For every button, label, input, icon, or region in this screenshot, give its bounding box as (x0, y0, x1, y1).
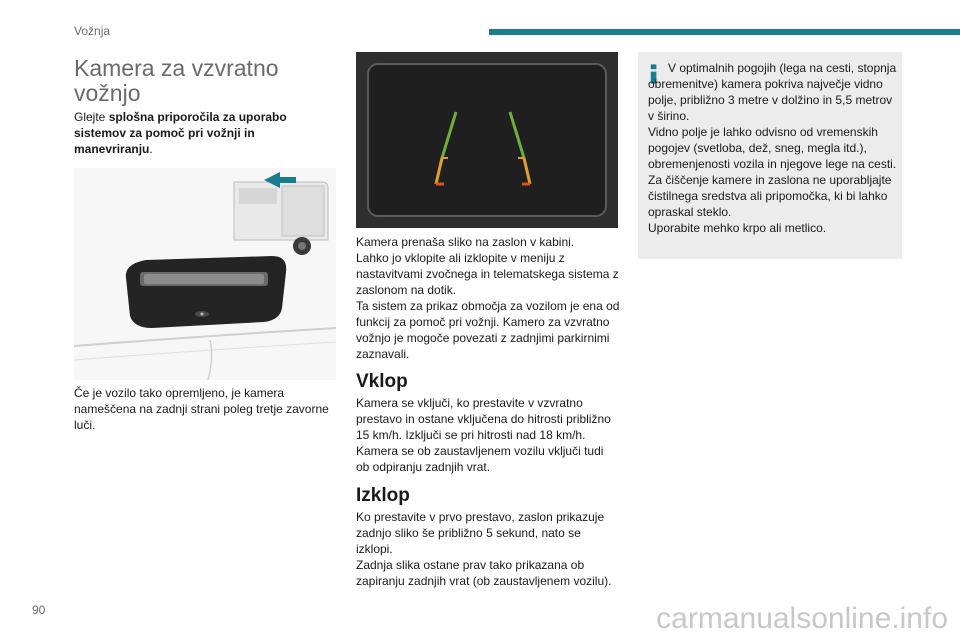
izklop-line-1: Ko prestavite v prvo prestavo, zaslon prikazuje zadnjo sliko še približno 5 sekund, nato se izklopi. (356, 510, 605, 556)
camera-intro-line-1: Kamera prenaša sliko na zaslon v kabini. (356, 235, 575, 249)
info-line-2: Vidno polje je lahko odvisno od vremenskih pogojev (svetloba, dež, sneg, megla itd.), obremenjenosti vozila in njegove lege na cesti. (648, 125, 897, 171)
intro-prefix: Glejte (74, 110, 109, 124)
watermark: carmanualsonline.info (656, 602, 948, 635)
intro-suffix: . (149, 142, 153, 156)
camera-intro-line-2: Lahko jo vklopite ali izklopite v meniju z nastavitvami zvočnega in telematskega sistema z zaslonom na dotik. (356, 251, 619, 297)
info-line-3: Za čiščenje kamere in zaslona ne uporabljajte čistilnega sredstva ali pripomočka, ki bi lahko opraskal steklo. (648, 173, 892, 219)
intro-bold-link: splošna priporočila za uporabo sistemov za pomoč pri vožnji in manevriranju (74, 110, 287, 156)
section-header-bar (489, 29, 960, 35)
page-number: 90 (32, 603, 46, 617)
info-box (638, 52, 902, 259)
section-header-label: Vožnja (74, 24, 111, 38)
izklop-text (356, 509, 620, 589)
info-line-4: Uporabite mehko krpo ali metlico. (648, 221, 827, 235)
info-line-1: V optimalnih pogojih (lega na cesti, stopnja obremenitve) kamera pokriva največje vidno polje, približno 3 metre v dolžino in 5,5 metrov v širino. (648, 61, 897, 123)
camera-intro-line-3: Ta sistem za prikaz območja za vozilom je ena od funkcij za pomoč pri vožnji. Kamero za vzvratno vožnjo je mogoče povezati z zadnjimi parkirnimi zaznavali. (356, 299, 620, 361)
brake-light-camera-icon (126, 256, 286, 328)
display-screen-svg (356, 52, 618, 228)
info-text (648, 60, 898, 236)
camera-location-illustration (74, 168, 336, 380)
camera-display-illustration (356, 52, 618, 228)
camera-intro-text (356, 234, 620, 362)
intro-paragraph (74, 109, 336, 157)
vklop-heading: Vklop (356, 371, 408, 392)
camera-location-text: Če je vozilo tako opremljeno, je kamera nameščena na zadnji strani poleg tretje zavorne luči. (74, 386, 329, 432)
vklop-line-1: Kamera se vključi, ko prestavite v vzvratno prestavo in ostane vključena do hitrosti približno 15 km/h. Izključi se pri hitrosti nad 18 km/h. (356, 396, 611, 442)
vklop-line-2: Kamera se ob zaustavljenem vozilu vključi tudi ob odpiranju zadnjih vrat. (356, 444, 604, 474)
izklop-heading: Izklop (356, 485, 410, 506)
page-title: Kamera za vzvratno vožnjo (74, 55, 279, 106)
van-rear-camera-svg (74, 168, 336, 380)
vklop-text (356, 395, 620, 475)
izklop-line-2: Zadnja slika ostane prav tako prikazana ob zapiranju zadnjih vrat (ob zaustavljenem vozilu). (356, 558, 612, 588)
